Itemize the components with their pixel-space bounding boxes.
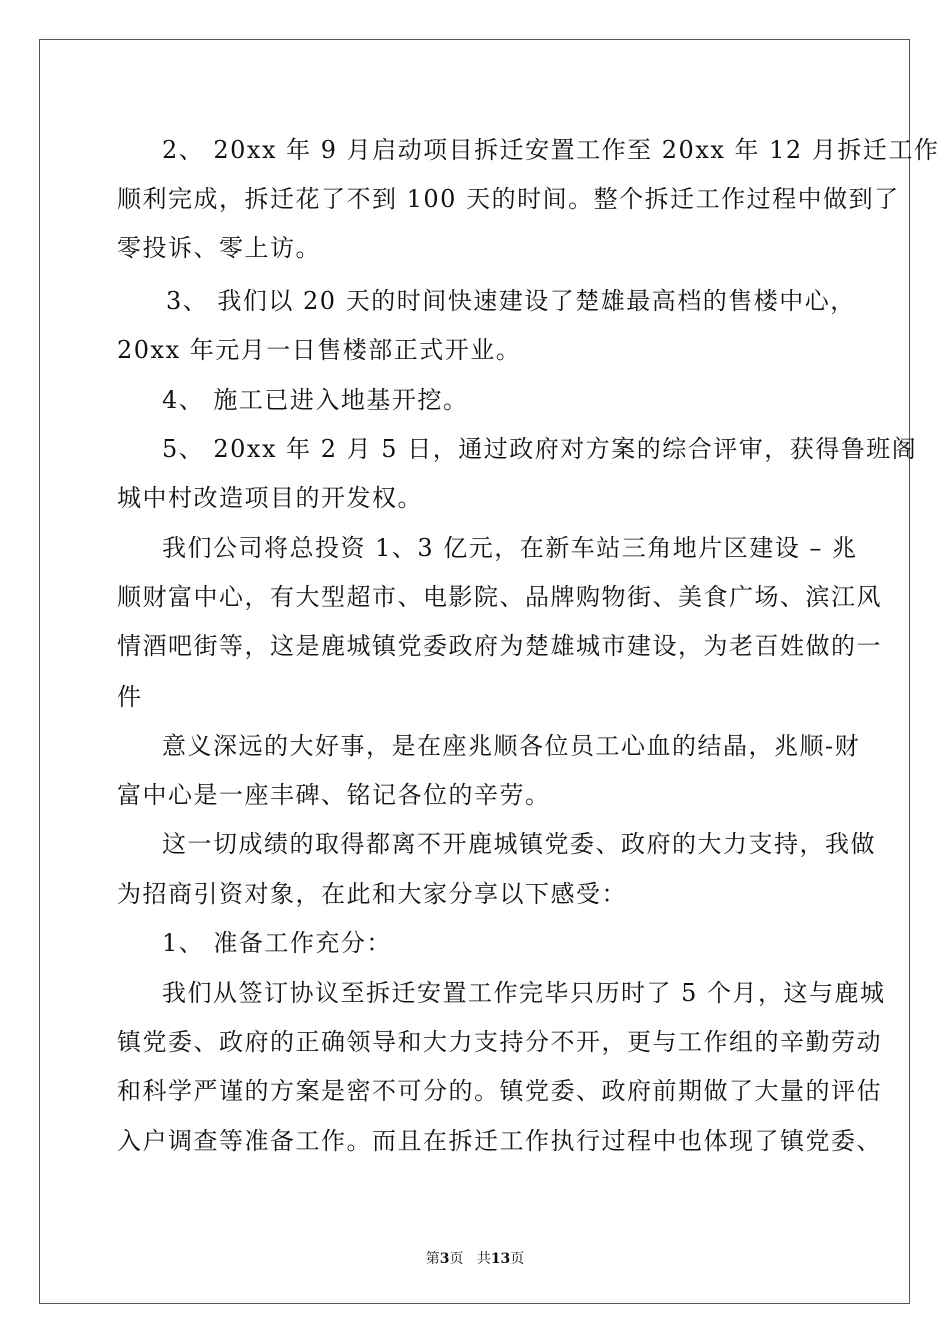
text-line: 镇党委、政府的正确领导和大力支持分不开，更与工作组的辛勤劳动 bbox=[117, 1028, 882, 1056]
text-line: 20xx 年元月一日售楼部正式开业。 bbox=[117, 336, 522, 364]
text-line: 我们从签订协议至拆迁安置工作完毕只历时了 5 个月，这与鹿城 bbox=[162, 979, 886, 1007]
page-number: 3 bbox=[439, 1251, 450, 1267]
text-line: 情酒吧街等，这是鹿城镇党委政府为楚雄城市建设，为老百姓做的一 bbox=[117, 632, 882, 660]
text-line: 城中村改造项目的开发权。 bbox=[117, 484, 423, 512]
text-line: 4、 施工已进入地基开挖。 bbox=[162, 386, 469, 414]
page-suffix: 页 bbox=[449, 1251, 464, 1267]
total-prefix: 共 bbox=[476, 1251, 491, 1267]
text-line: 5、 20xx 年 2 月 5 日，通过政府对方案的综合评审，获得鲁班阁 bbox=[162, 435, 918, 463]
text-line: 这一切成绩的取得都离不开鹿城镇党委、政府的大力支持，我做 bbox=[162, 830, 876, 858]
text-line: 顺财富中心，有大型超市、电影院、品牌购物街、美食广场、滨江风 bbox=[117, 583, 882, 611]
total-pages: 13 bbox=[490, 1251, 511, 1267]
text-line: 1、 准备工作充分： bbox=[162, 929, 392, 957]
text-line: 为招商引资对象，在此和大家分享以下感受： bbox=[117, 880, 627, 908]
page-border bbox=[39, 39, 910, 1304]
total-suffix: 页 bbox=[510, 1251, 525, 1267]
page-prefix: 第 bbox=[425, 1251, 440, 1267]
page-footer bbox=[0, 1251, 950, 1267]
text-line: 富中心是一座丰碑、铭记各位的辛劳。 bbox=[117, 781, 551, 809]
text-line: 顺利完成，拆迁花了不到 100 天的时间。整个拆迁工作过程中做到了 bbox=[117, 185, 900, 213]
text-line: 我们公司将总投资 1、3 亿元，在新车站三角地片区建设 – 兆 bbox=[162, 534, 858, 562]
text-line: 意义深远的大好事，是在座兆顺各位员工心血的结晶，兆顺-财 bbox=[162, 732, 861, 760]
text-line: 零投诉、零上访。 bbox=[117, 234, 321, 262]
text-line: 入户调查等准备工作。而且在拆迁工作执行过程中也体现了镇党委、 bbox=[117, 1127, 882, 1155]
text-line: 2、 20xx 年 9 月启动项目拆迁安置工作至 20xx 年 12 月拆迁工作 bbox=[162, 136, 940, 164]
text-line: 3、 我们以 20 天的时间快速建设了楚雄最高档的售楼中心， bbox=[166, 287, 856, 315]
text-line: 和科学严谨的方案是密不可分的。镇党委、政府前期做了大量的评估 bbox=[117, 1077, 882, 1105]
text-line: 件 bbox=[117, 683, 143, 711]
